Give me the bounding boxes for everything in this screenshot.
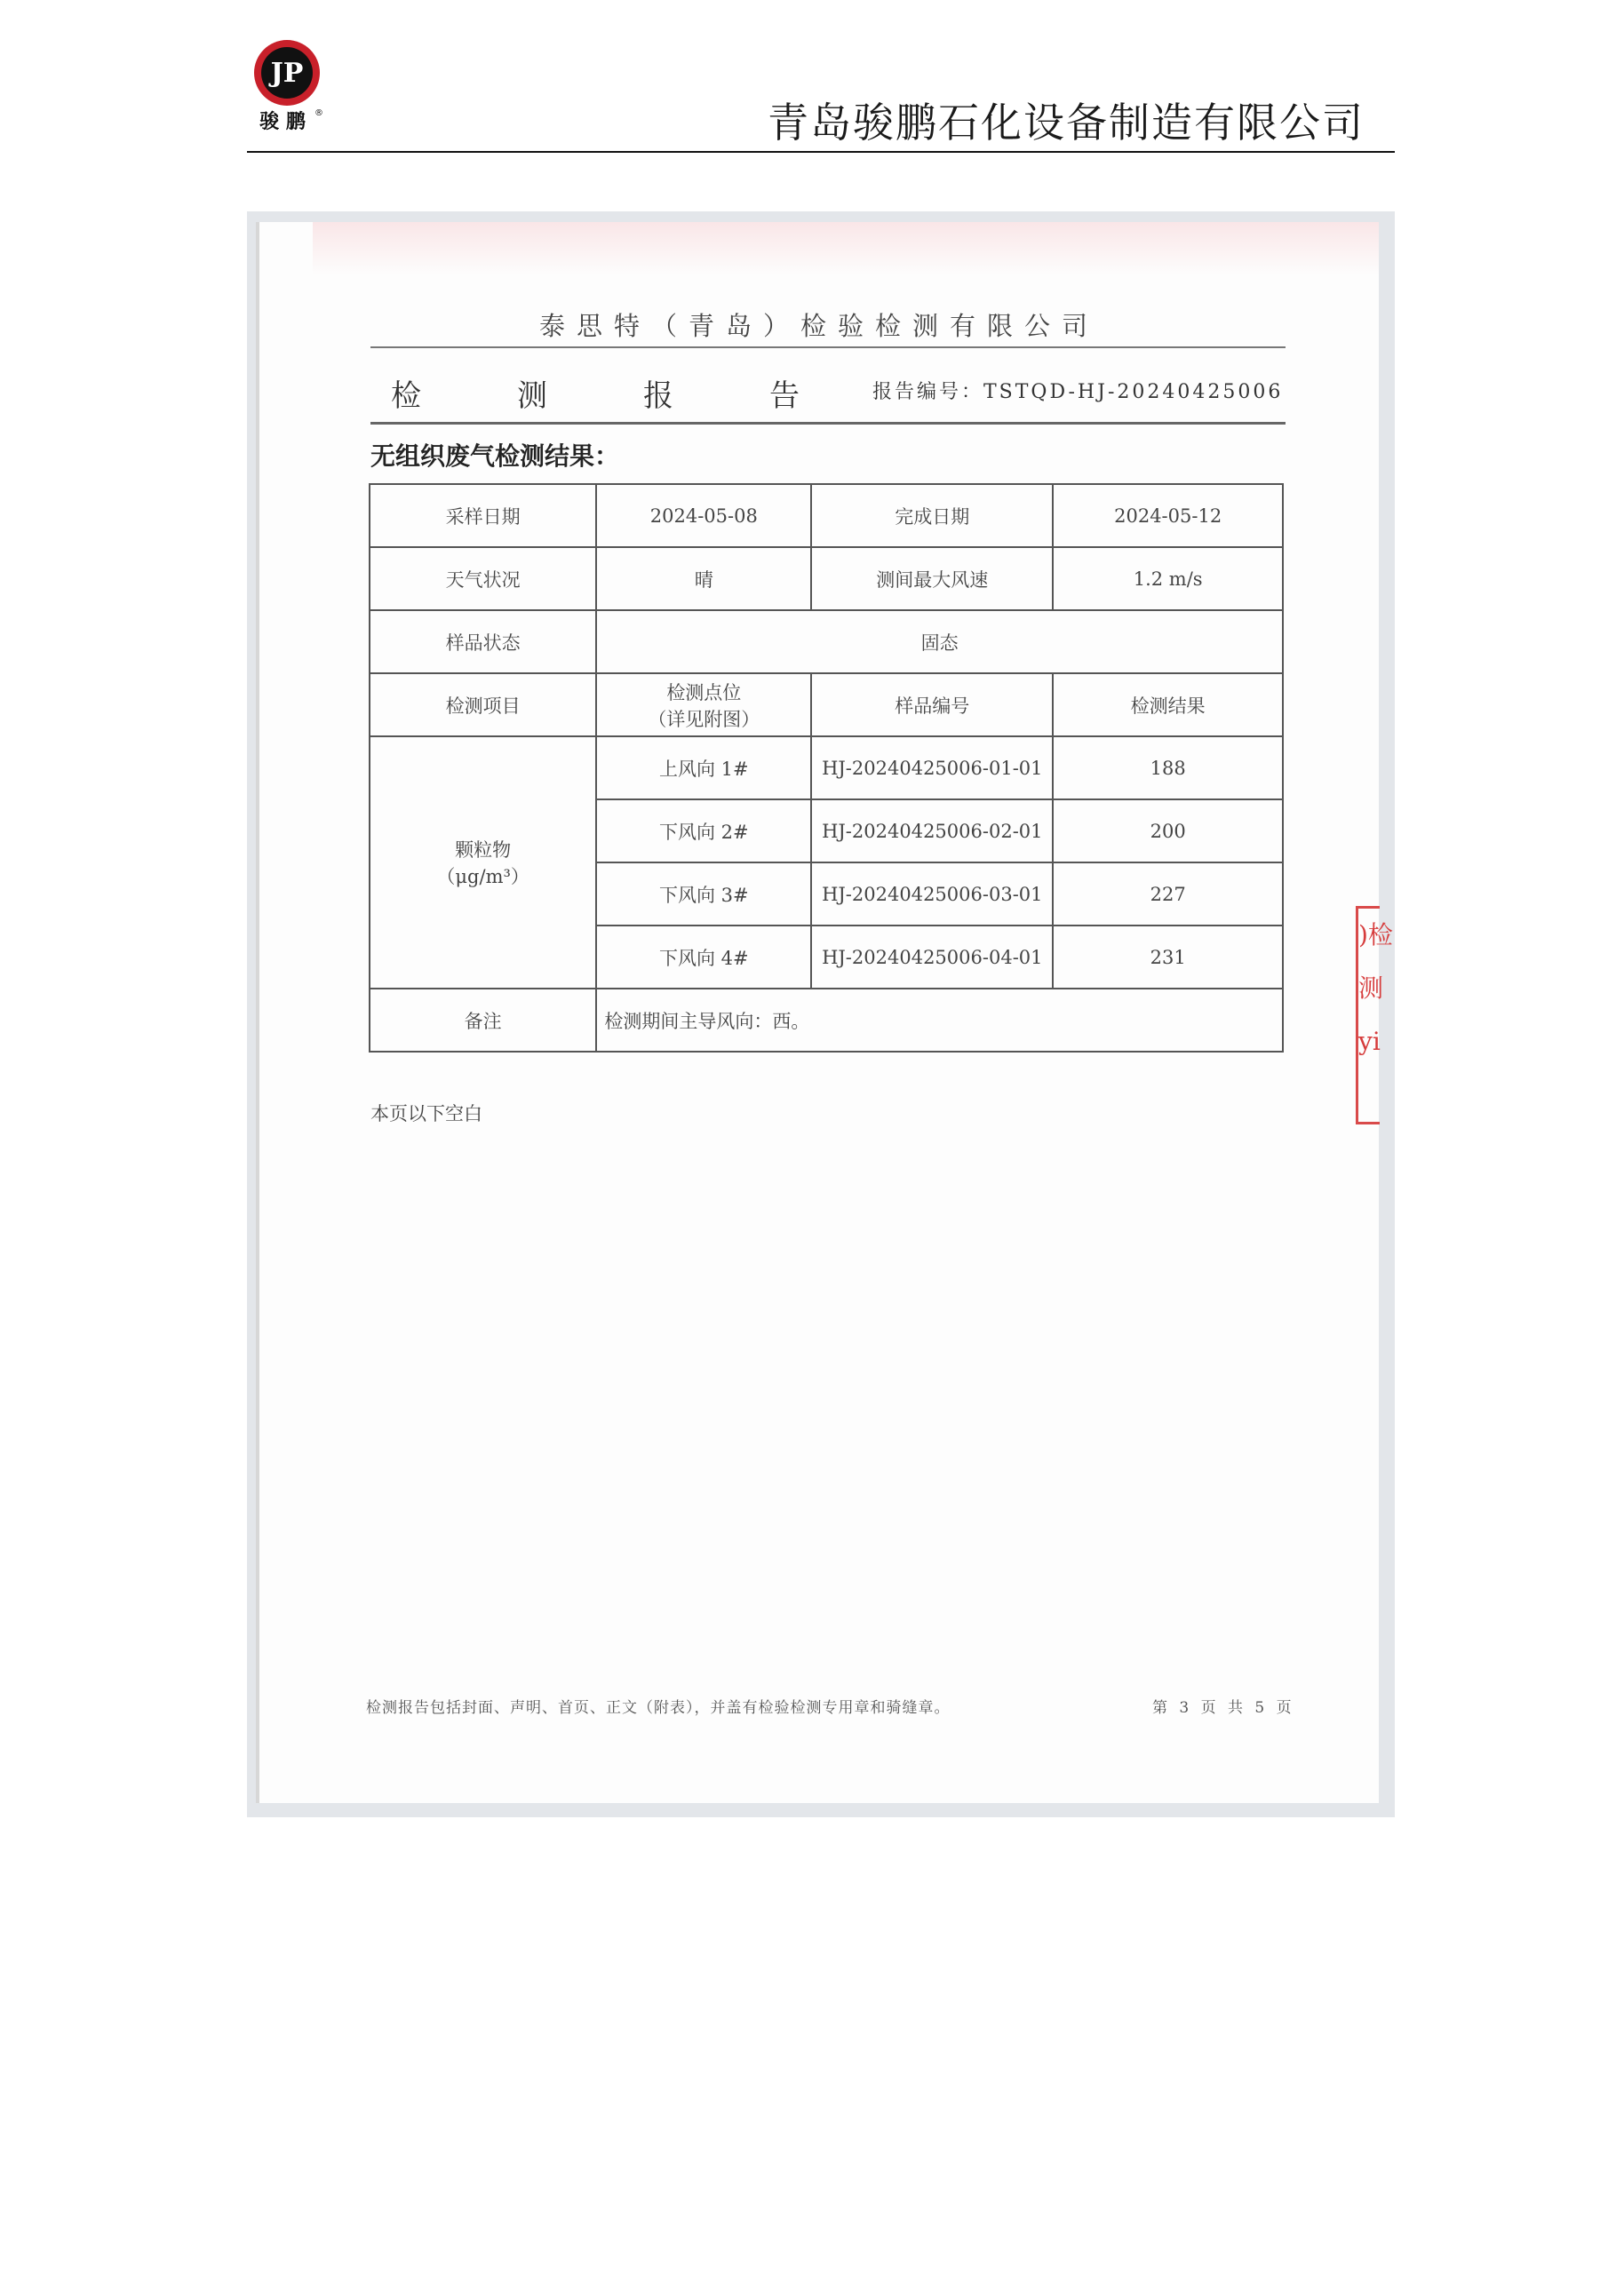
sample-no-cell: HJ-20240425006-01-01 — [811, 736, 1053, 799]
report-title-char: 报 — [643, 378, 673, 414]
completion-date-value: 2024-05-12 — [1053, 484, 1283, 547]
item-name-cell — [370, 736, 596, 989]
results-table — [369, 483, 1284, 1053]
sampling-date-label: 采样日期 — [370, 484, 596, 547]
sample-no-cell: HJ-20240425006-03-01 — [811, 862, 1053, 926]
sample-no-cell: HJ-20240425006-04-01 — [811, 926, 1053, 989]
lab-name: 泰思特（青岛）检验检测有限公司 — [538, 311, 1099, 341]
col-header-item: 检测项目 — [370, 673, 596, 736]
report-title-char: 测 — [517, 378, 547, 414]
remark-value: 检测期间主导风向：西。 — [596, 989, 1283, 1052]
table-header-row — [370, 673, 1283, 736]
report-title-char: 检 — [391, 378, 421, 414]
result-cell: 231 — [1053, 926, 1283, 989]
page-number: 第 3 页 共 5 页 — [1152, 1699, 1295, 1717]
footer-note: 检测报告包括封面、声明、首页、正文（附表），并盖有检验检测专用章和骑缝章。 — [366, 1699, 951, 1717]
result-cell: 227 — [1053, 862, 1283, 926]
sample-state-label: 样品状态 — [370, 610, 596, 673]
report-title-char: 告 — [769, 378, 800, 414]
partial-seal-stamp — [1356, 906, 1393, 1124]
item-unit: （μg/m³） — [436, 866, 529, 887]
seal-text: )检 测 yi — [1358, 920, 1393, 1056]
table-row — [370, 736, 1283, 799]
result-cell: 188 — [1053, 736, 1283, 799]
col-header-point-line2: （详见附图） — [648, 708, 760, 730]
blank-below-note: 本页以下空白 — [370, 1103, 482, 1124]
report-title — [391, 371, 896, 415]
table-row — [370, 989, 1283, 1052]
col-header-result: 检测结果 — [1053, 673, 1283, 736]
item-name: 颗粒物 — [455, 839, 512, 861]
col-header-point-line1: 检测点位 — [666, 681, 742, 703]
max-wind-label: 测间最大风速 — [811, 547, 1053, 610]
title-rule-bottom — [370, 422, 1286, 425]
title-rule-top — [370, 346, 1286, 348]
header-divider — [247, 151, 1395, 153]
logo-text: 骏 鹏 — [259, 111, 306, 133]
weather-value: 晴 — [596, 547, 811, 610]
report-number: 报告编号：TSTQD-HJ-20240425006 — [872, 381, 1284, 403]
result-cell: 200 — [1053, 799, 1283, 862]
section-heading: 无组织废气检测结果： — [370, 441, 620, 471]
weather-label: 天气状况 — [370, 547, 596, 610]
sampling-date-value: 2024-05-08 — [596, 484, 811, 547]
scanned-report-page — [256, 222, 1379, 1803]
table-row — [370, 610, 1283, 673]
point-cell: 上风向 1# — [596, 736, 811, 799]
company-logo — [247, 37, 327, 135]
logo-registered-mark: ® — [314, 108, 323, 118]
point-cell: 下风向 3# — [596, 862, 811, 926]
table-row — [370, 484, 1283, 547]
point-cell: 下风向 2# — [596, 799, 811, 862]
max-wind-value: 1.2 m/s — [1053, 547, 1283, 610]
sample-no-cell: HJ-20240425006-02-01 — [811, 799, 1053, 862]
col-header-point — [596, 673, 811, 736]
point-cell: 下风向 4# — [596, 926, 811, 989]
completion-date-label: 完成日期 — [811, 484, 1053, 547]
logo-mark: JP — [270, 58, 304, 89]
col-header-sample-no: 样品编号 — [811, 673, 1053, 736]
company-name-header: 青岛骏鹏石化设备制造有限公司 — [768, 99, 1365, 147]
table-row — [370, 547, 1283, 610]
remark-label: 备注 — [370, 989, 596, 1052]
sample-state-value: 固态 — [596, 610, 1283, 673]
